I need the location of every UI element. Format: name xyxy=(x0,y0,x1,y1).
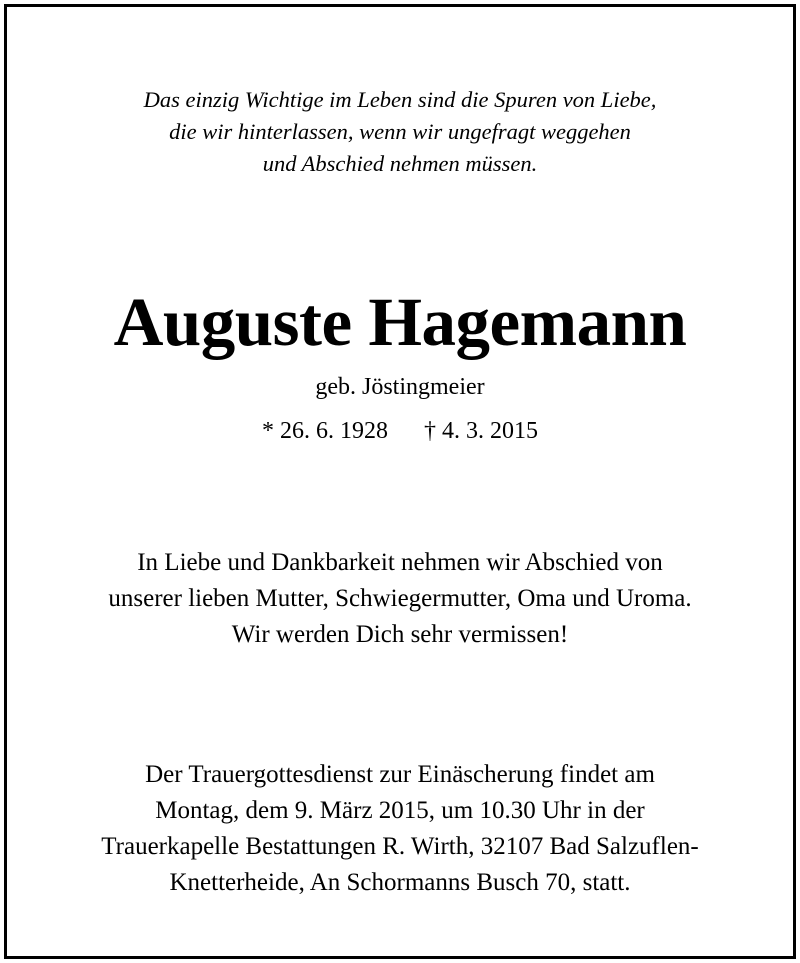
dedication-line-2: unserer lieben Mutter, Schwiegermutter, Oma und Uroma. xyxy=(108,585,692,612)
service-line-1: Der Trauergottesdienst zur Einäscherung findet am xyxy=(145,761,655,788)
service-announcement xyxy=(0,757,800,901)
motto-quote xyxy=(0,84,800,180)
dedication-line-3: Wir werden Dich sehr vermissen! xyxy=(231,621,569,648)
motto-line-1: Das einzig Wichtige im Leben sind die Spuren von Liebe, xyxy=(143,87,657,112)
service-line-3: Trauerkapelle Bestattungen R. Wirth, 32107 Bad Salzuflen- xyxy=(101,833,699,860)
motto-line-3: und Abschied nehmen müssen. xyxy=(262,151,538,176)
dedication-line-1: In Liebe und Dankbarkeit nehmen wir Abschied von xyxy=(137,549,663,576)
maiden-name: geb. Jöstingmeier xyxy=(315,374,485,400)
life-dates xyxy=(0,416,800,446)
death-date: † 4. 3. 2015 xyxy=(424,418,538,444)
birth-date: * 26. 6. 1928 xyxy=(262,418,388,444)
service-line-2: Montag, dem 9. März 2015, um 10.30 Uhr in der xyxy=(155,797,645,824)
dedication-text xyxy=(0,545,800,653)
deceased-name: Auguste Hagemann xyxy=(113,284,687,360)
motto-line-2: die wir hinterlassen, wenn wir ungefragt weggehen xyxy=(169,119,631,144)
service-line-4: Knetterheide, An Schormanns Busch 70, statt. xyxy=(169,869,631,896)
